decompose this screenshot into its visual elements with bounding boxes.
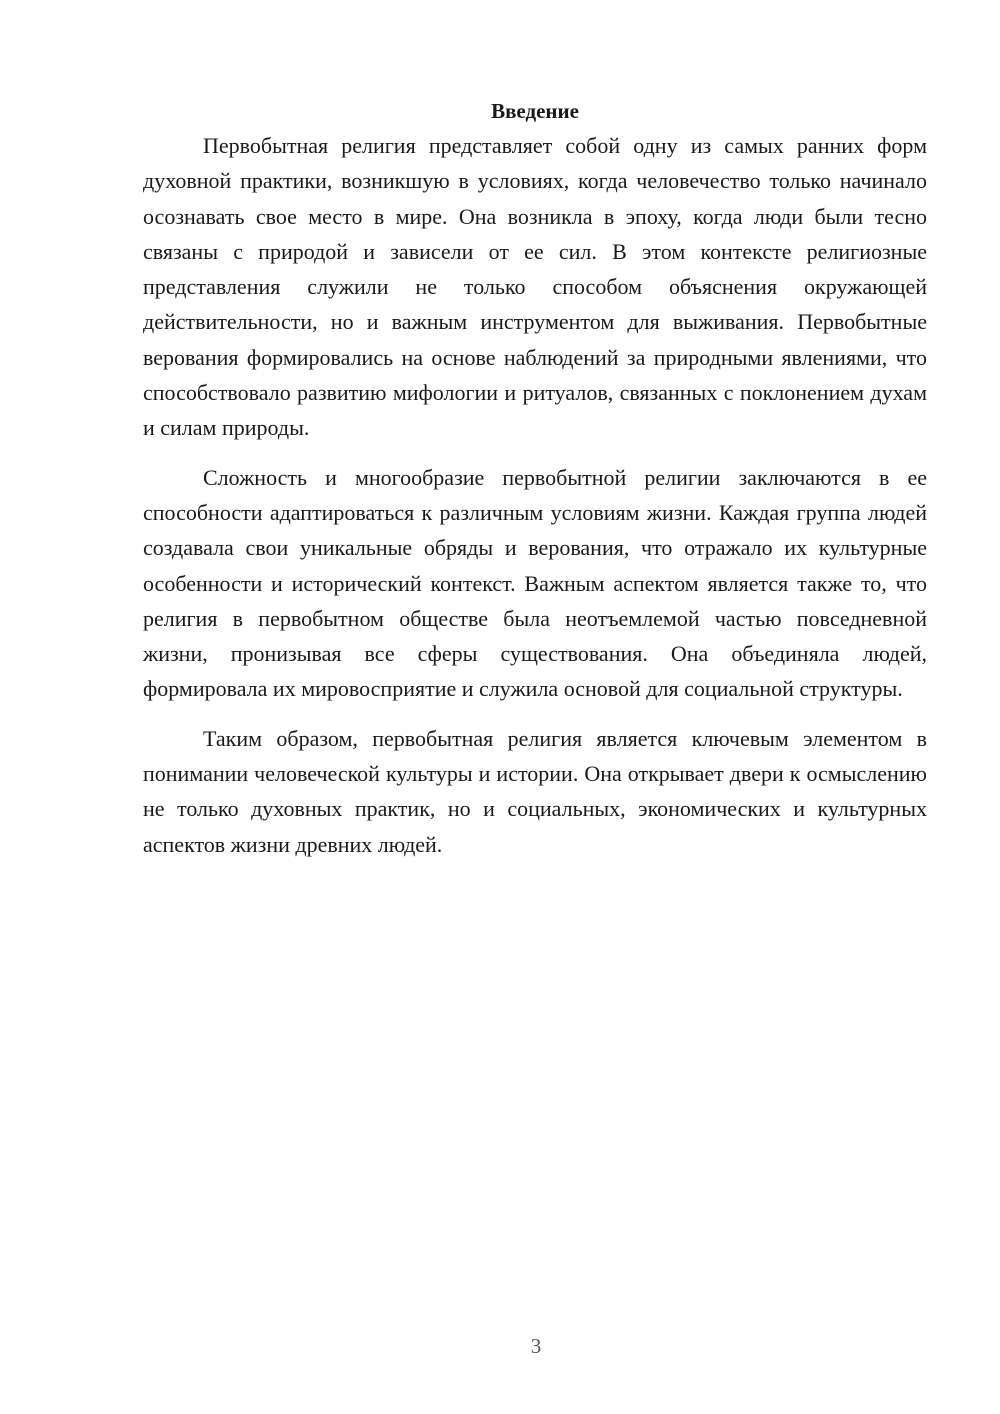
paragraph-1: Первобытная религия представляет собой одну из самых ранних форм духовной практики, возникшую в условиях, когда человечество только начинало осознавать свое место в мире. Она возникла в эпоху, когда люди были тесно связаны с природой и зависели от ее сил. В этом контексте религиозные представления служили не только способом объяснения окружающей действительности, но и важным инструментом для выживания. Первобытные верования формировались на основе наблюдений за природными явлениями, что способствовало развитию мифологии и ритуалов, связанных с поклонением духам и силам природы. — [143, 133, 927, 441]
section-heading: Введение — [491, 99, 579, 123]
page-number: 3 — [530, 1334, 542, 1358]
page-content — [143, 94, 927, 862]
paragraph-2: Сложность и многообразие первобытной религии заключаются в ее способности адаптироваться к различным условиям жизни. Каждая группа людей создавала свои уникальные обряды и верования, что отражало их культурные особенности и исторический контекст. Важным аспектом является также то, что религия в первобытном обществе была неотъемлемой частью повседневной жизни, пронизывая все сферы существования. Она объединяла людей, формировала их мировосприятие и служила основой для социальной структуры. — [143, 464, 927, 702]
paragraph-3: Таким образом, первобытная религия является ключевым элементом в понимании человеческой культуры и истории. Она открывает двери к осмыслению не только духовных практик, но и социальных, экономических и культурных аспектов жизни древних людей. — [143, 725, 927, 857]
